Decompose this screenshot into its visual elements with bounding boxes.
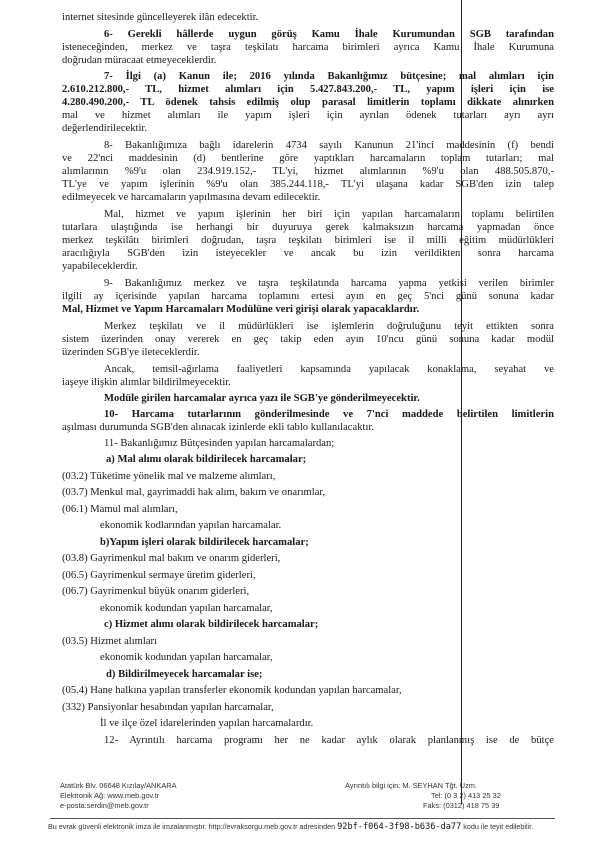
text-line: yapabileceklerdir.	[62, 261, 138, 272]
text-line: (06.1) Mamul mal alımları,	[62, 504, 178, 515]
footer-email: e-posta:serdin@meb.gov.tr	[60, 801, 149, 810]
text-line: iaşeye ilişkin alımlar bildirilmeyecektir.	[62, 377, 231, 388]
footer-contact: Ayrıntılı bilgi için: M. SEYHAN Tğt. Uzm.	[345, 781, 477, 790]
text-line: 6- Gerekli hâllerde uygun görüş Kamu İhale Kurumundan SGB tarafından	[104, 29, 554, 40]
text-line: TL'ye ve yapım işlerinin %9'u olan 385.244.118,- TL'yi ulaşana kadar SGB'den izin talep	[62, 179, 554, 190]
text-line: Mal, Hizmet ve Yapım Harcamaları Modülüne veri girişi olarak yapacaklardır.	[62, 304, 420, 315]
text-line: a) Mal alımı olarak bildirilecek harcamalar;	[106, 454, 307, 465]
text-line: değerlendirilecektir.	[62, 123, 148, 134]
text-line: (03.5) Hizmet alımları	[62, 636, 158, 647]
text-line: doğrudan müracaat etmeyeceklerdir.	[62, 55, 217, 66]
verification-code: 92bf-f064-3f98-b636-da77	[337, 822, 462, 832]
text-line: b)Yapım işleri olarak bildirilecek harcamalar;	[100, 537, 309, 548]
text-line: d) Bildirilmeyecek harcamalar ise;	[106, 669, 263, 680]
text-line: 4.280.490.200,- TL ödenek tahsis edilmiş olup parasal limitlerin toplamı dikkate alınırken	[62, 97, 554, 108]
text-line: isteneceğinden, merkez ve taşra teşkilatı harcama birimleri ayrıca Kamu İhale Kurumuna	[62, 42, 554, 53]
text-line: 8- Bakanlığımıza bağlı idarelerin 4734 sayılı Kanunun 21'inci maddesinin (f) bendi	[104, 140, 554, 151]
footer-fax: Faks: (0312) 418 75 39	[423, 801, 500, 810]
text-line: Mal, hizmet ve yapım işlerinin her biri için yapılan harcamaların toplamı belirtilen	[104, 209, 554, 220]
text-line: Modüle girilen harcamalar ayrıca yazı ile SGB'ye gönderilmeyecektir.	[104, 393, 420, 404]
text-line: ekonomik kodlarından yapılan harcamalar.	[100, 520, 282, 531]
text-line: Ancak, temsil-ağırlama faaliyetleri kapsamında yapılacak konaklama, seyahat ve	[104, 364, 554, 375]
text-line: 9- Bakanlığımız merkez ve taşra teşkilatında harcama yapma yetkisi verilen birimler	[104, 278, 554, 289]
text-line: (03.7) Menkul mal, gayrimaddi hak alım, bakım ve onarımlar,	[62, 487, 326, 498]
text-line: (332) Pansiyonlar hesabından yapılan harcamalar,	[62, 702, 274, 713]
text-line: c) Hizmet alımı olarak bildirilecek harcamalar;	[104, 619, 319, 630]
text-line: Merkez teşkilatı ve il müdürlükleri ise işlemlerin doğruluğunu teyit ettikten sonra	[104, 321, 554, 332]
footer-address: Atatürk Blv. 06648 Kızılay/ANKARA	[60, 781, 177, 790]
footer-divider	[50, 818, 555, 819]
text-line: ekonomik kodundan yapılan harcamalar,	[100, 652, 273, 663]
verification-suffix: kodu ile teyit edilebilir.	[463, 822, 534, 831]
text-line: aracılığıyla SGB'den izin isteyecekler ve ancak bu izin verildikten sonra harcama	[62, 248, 554, 259]
verification-prefix: Bu evrak güvenli elektronik imza ile imzalanmıştır. http://evraksorgu.meb.gov.tr adresinden	[48, 822, 336, 831]
text-line: (03.2) Tüketime yönelik mal ve malzeme alımları,	[62, 471, 276, 482]
text-line: mal ve hizmet alımları ile yapım işleri için ayrılan ödenek tutarları ayrı ayrı	[62, 110, 554, 121]
footer-tel: Tel: (0 3 2) 413 25 32	[431, 791, 501, 800]
text-line: İl ve ilçe özel idarelerinden yapılan harcamalardır.	[100, 718, 314, 729]
text-line: 11- Bakanlığımız Bütçesinden yapılan harcamalardan;	[104, 438, 335, 449]
text-line: üzerinden SGB'ye ileteceklerdir.	[62, 347, 200, 358]
footer-web: Elektronik Ağ: www.meb.gov.tr	[60, 791, 160, 800]
text-line: internet sitesinde güncelleyerek ilân edecektir.	[62, 12, 259, 23]
text-line: ekonomik kodundan yapılan harcamalar,	[100, 603, 273, 614]
text-line: ve 22'nci maddesinin (d) bentlerine göre yaptıkları harcamaların toplam tutarları; mal	[62, 153, 554, 164]
text-line: tutarlara ulaştığında ise herhangi bir duyuruya gerek kalmaksızın harcama yapmadan önce	[62, 222, 554, 233]
text-line: aşılması durumunda SGB'den alınacak izinlerde ekli tablo kullanılacaktır.	[62, 422, 374, 433]
text-line: merkez teşkilâtı birimleri doğrudan, taşra teşkilatı birimleri ise il milli eğitim müdürlükleri	[62, 235, 554, 246]
text-line: edilmeyecek ve harcamaların yapılmasına devam edilecektir.	[62, 192, 321, 203]
text-line: 2.610.212.800,- TL, hizmet alımları için 5.427.843.200,- TL, yapım işleri için ise	[62, 84, 554, 95]
text-line: 10- Harcama tutarlarının gönderilmesinde ve 7'nci maddede belirtilen limitlerin	[104, 409, 554, 420]
text-line: (03.8) Gayrimenkul mal bakım ve onarım giderleri,	[62, 553, 281, 564]
text-line: (06.5) Gayrimenkul sermaye üretim giderleri,	[62, 570, 256, 581]
text-line: ilgili ay içerisinde yapılan harcama toplamını ertesi ayın en geç 5'nci günü sonuna kadar	[62, 291, 554, 302]
text-line: 7- İlgi (a) Kanun ile; 2016 yılında Bakanlığımız bütçesine; mal alımları için	[104, 71, 554, 82]
text-line: (05.4) Hane halkına yapılan transferler ekonomik kodundan yapılan harcamalar,	[62, 685, 402, 696]
text-line: 12- Ayrıntılı harcama programı her ne kadar aylık olarak planlanmış ise de bütçe	[104, 735, 554, 746]
text-line: alımlarının %9'u olan 234.919.152,- TL'yi, hizmet alımlarının %9'u olan 488.505.870,-	[62, 166, 554, 177]
text-line: (06.7) Gayrimenkul büyük onarım giderleri,	[62, 586, 250, 597]
text-line: sistem üzerinden onay vererek en geç takip eden ayın 10'ncu günü sonuna kadar modül	[62, 334, 554, 345]
verification-line	[48, 822, 533, 832]
